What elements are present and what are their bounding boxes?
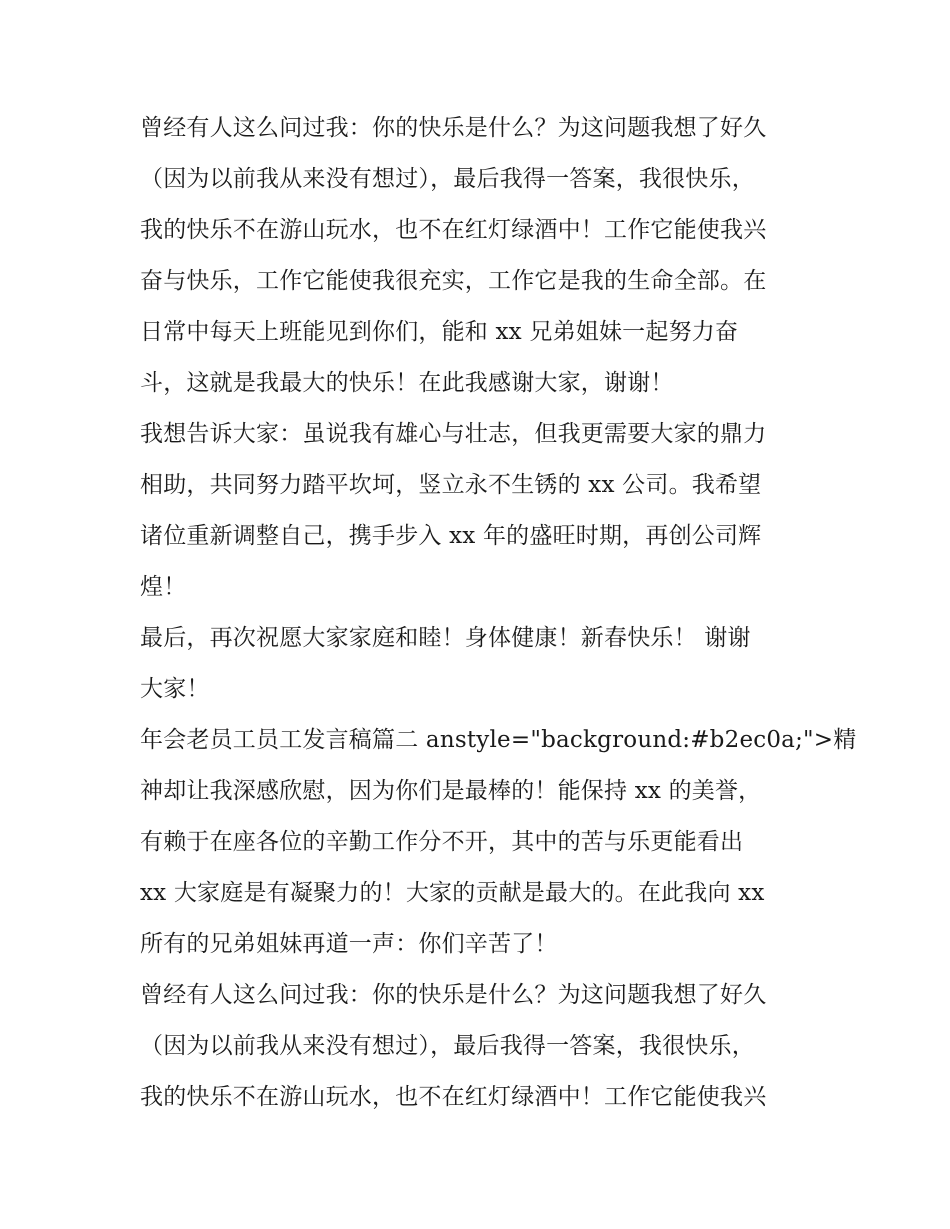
text-line: （因为以前我从来没有想过），最后我得一答案，我很快乐， xyxy=(140,166,755,192)
text-line: 奋与快乐，工作它能使我很充实，工作它是我的生命全部。在 xyxy=(140,268,767,294)
text-line: 煌！ xyxy=(140,574,187,600)
text-line: 有赖于在座各位的辛勤工作分不开，其中的苦与乐更能看出 xyxy=(140,829,744,855)
text-line: 神却让我深感欣慰，因为你们是最棒的！能保持 xx 的美誉， xyxy=(140,778,762,804)
text-line: 曾经有人这么问过我：你的快乐是什么？为这问题我想了好久 xyxy=(140,115,767,141)
text-line: 大家！ xyxy=(140,676,210,702)
text-line: （因为以前我从来没有想过），最后我得一答案，我很快乐， xyxy=(140,1033,755,1059)
text-line: 年会老员工员工发言稿篇二 anstyle="background:#b2ec0a;">精 xyxy=(140,727,857,753)
text-line: 斗，这就是我最大的快乐！在此我感谢大家，谢谢！ xyxy=(140,370,674,396)
text-line: 所有的兄弟姐妹再道一声：你们辛苦了！ xyxy=(140,931,558,957)
text-line: 相助，共同努力踏平坎坷，竖立永不生锈的 xx 公司。我希望 xyxy=(140,472,762,498)
text-line: 我的快乐不在游山玩水，也不在红灯绿酒中！工作它能使我兴 xyxy=(140,1084,767,1110)
document-body xyxy=(140,103,857,1123)
text-line: 日常中每天上班能见到你们，能和 xx 兄弟姐妹一起努力奋 xyxy=(140,319,739,345)
text-line: 最后，再次祝愿大家家庭和睦！身体健康！新春快乐！ 谢谢 xyxy=(140,625,751,651)
text-line: 诸位重新调整自己，携手步入 xx 年的盛旺时期，再创公司辉 xyxy=(140,523,762,549)
text-line: 我想告诉大家：虽说我有雄心与壮志，但我更需要大家的鼎力 xyxy=(140,421,767,447)
text-line: 我的快乐不在游山玩水，也不在红灯绿酒中！工作它能使我兴 xyxy=(140,217,767,243)
text-line: xx 大家庭是有凝聚力的！大家的贡献是最大的。在此我向 xx xyxy=(140,880,765,906)
text-line: 曾经有人这么问过我：你的快乐是什么？为这问题我想了好久 xyxy=(140,982,767,1008)
